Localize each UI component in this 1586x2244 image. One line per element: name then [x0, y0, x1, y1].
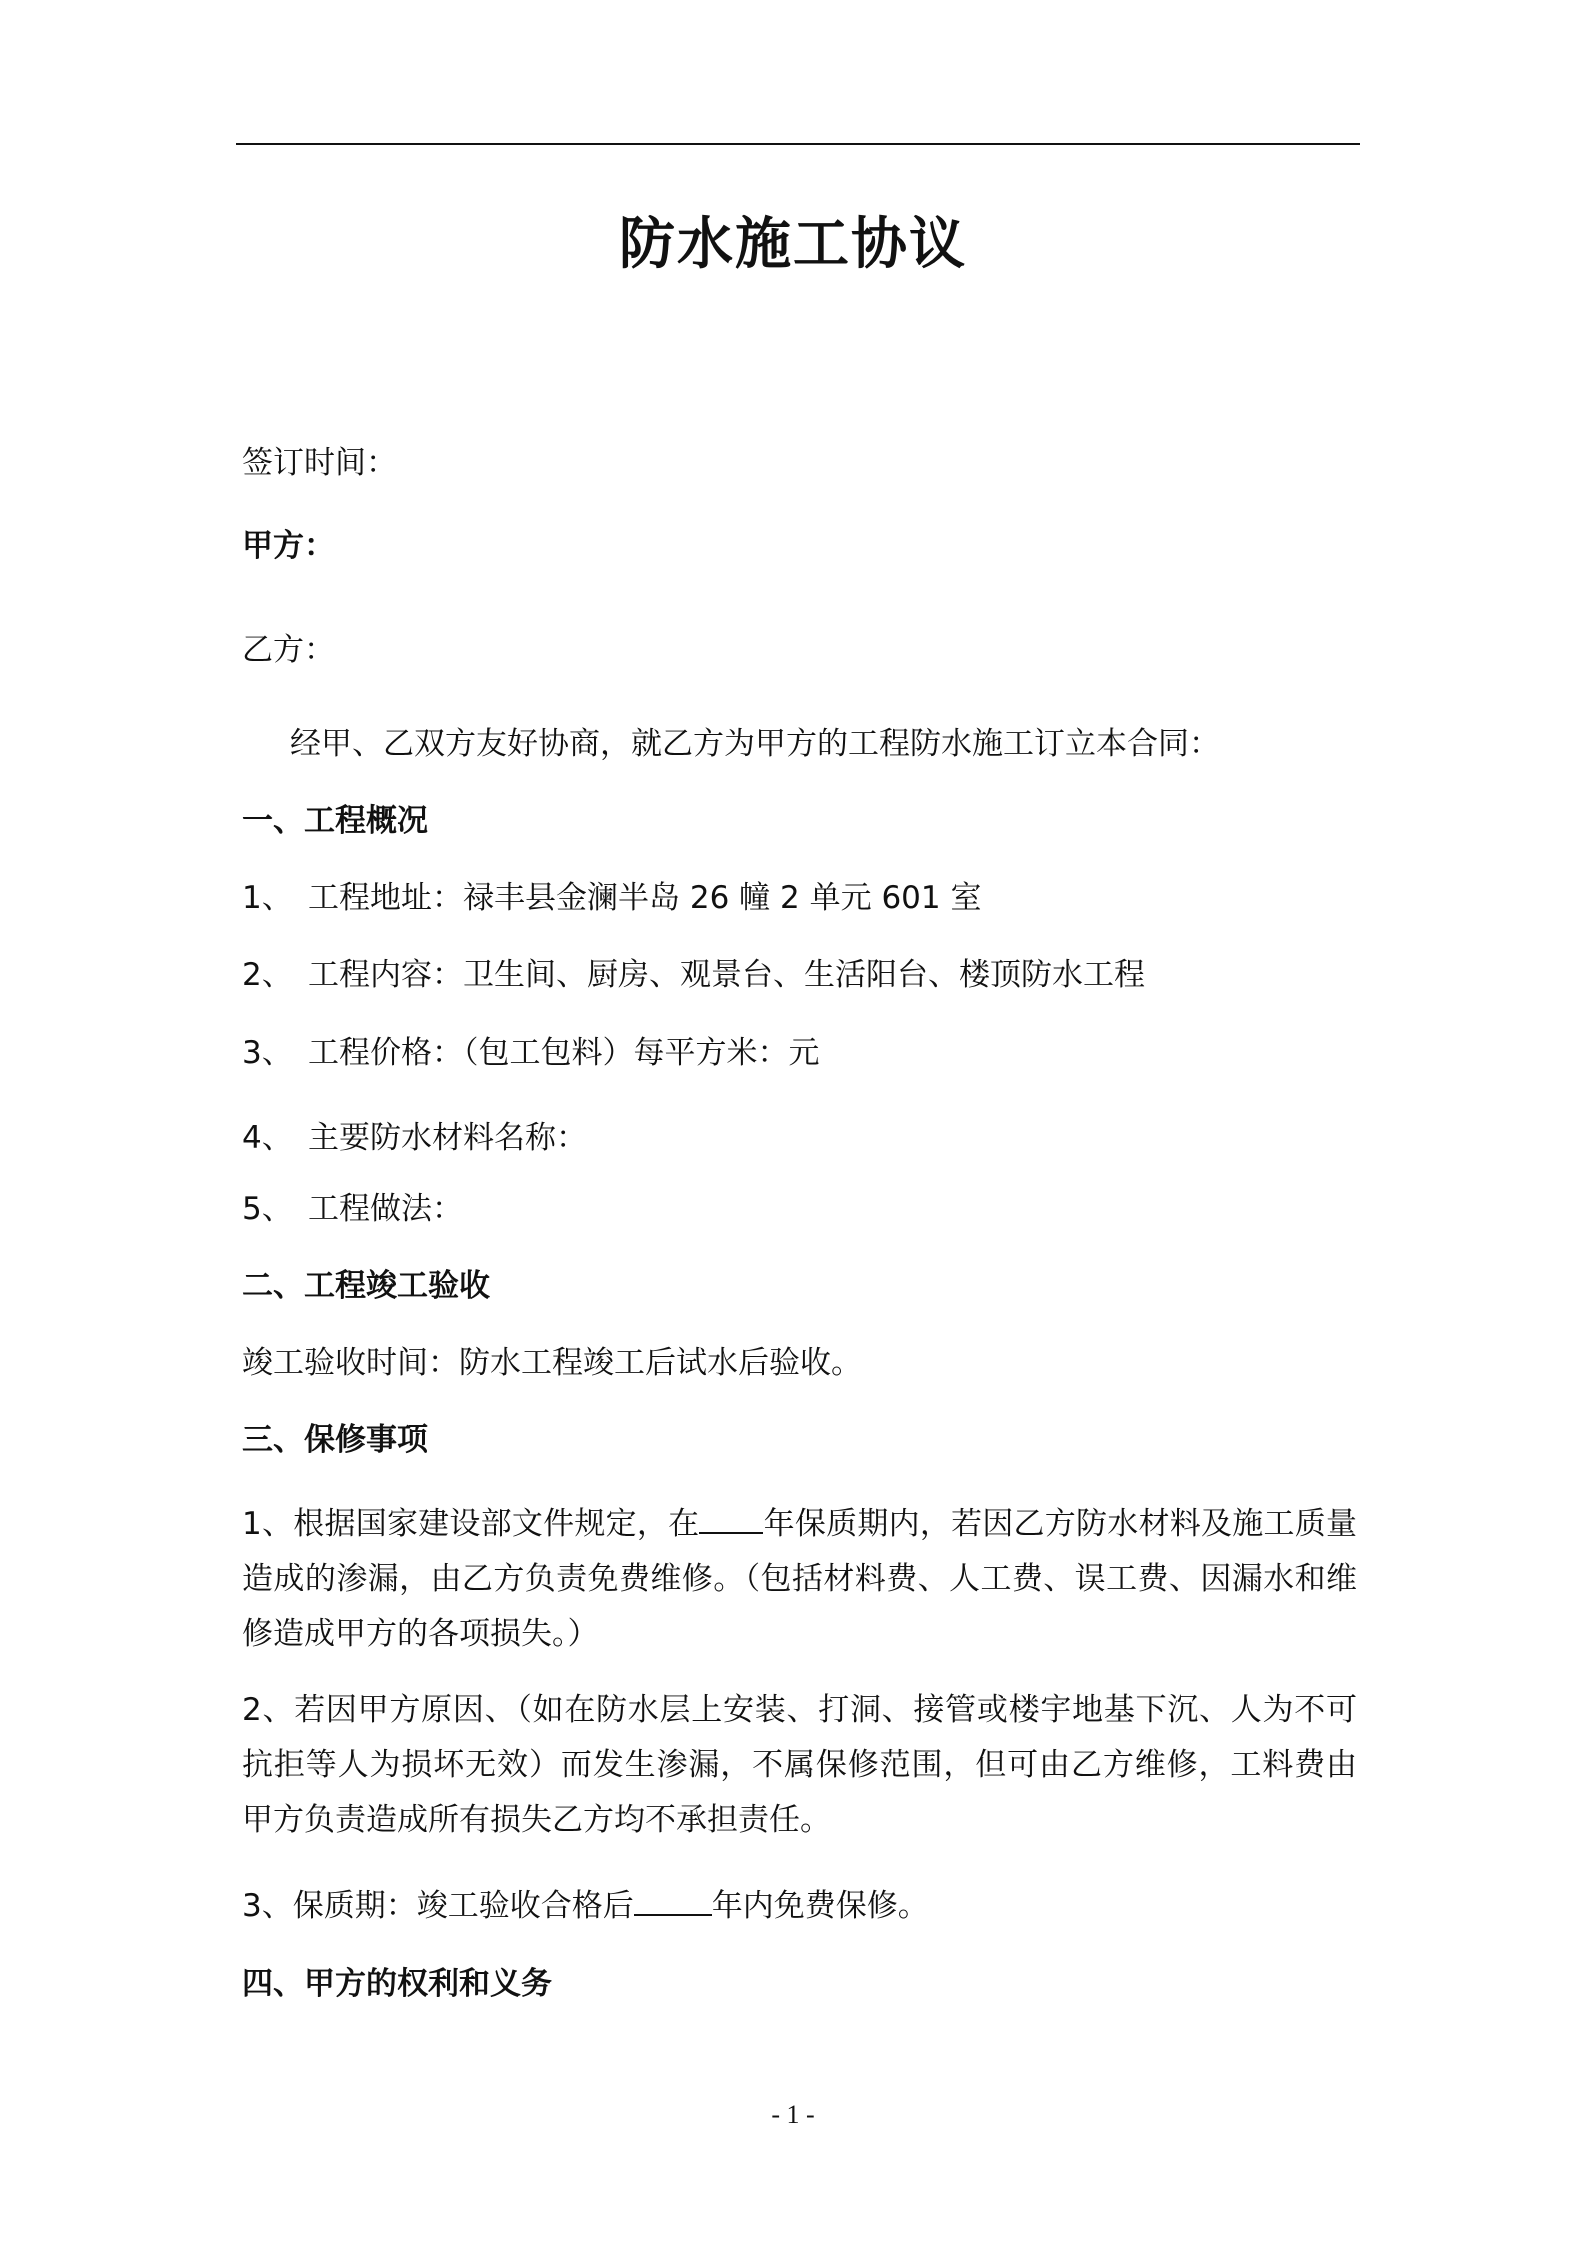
warranty-paragraph-1-text: 1、根据国家建设部文件规定，在 [242, 1506, 700, 1542]
list-item-text: 主要防水材料名称： [308, 1120, 587, 1156]
list-item-text: 工程做法： [308, 1191, 463, 1227]
list-item-number: 3、 [242, 1035, 293, 1071]
section-3-heading: 三、保修事项 [242, 1422, 428, 1458]
list-item-text: 工程价格：（包工包料）每平方米：元 [308, 1035, 820, 1071]
warranty-years-blank [699, 1502, 763, 1534]
list-item-text: 工程地址：禄丰县金澜半岛 26 幢 2 单元 601 室 [308, 880, 982, 916]
warranty-paragraph-2: 2、若因甲方原因、（如在防水层上安装、打洞、接管或楼宇地基下沉、人为不可抗拒等人为损坏无效）而发生渗漏，不属保修范围，但可由乙方维修，工料费由甲方负责造成所有损失乙方均不承担责任。 [242, 1692, 1357, 1838]
list-item-number: 5、 [242, 1191, 293, 1227]
section-2-heading: 二、工程竣工验收 [242, 1268, 490, 1304]
list-item-number: 2、 [242, 957, 293, 993]
document-title: 防水施工协议 [619, 212, 967, 277]
list-item-number: 4、 [242, 1120, 293, 1156]
list-item [242, 1116, 587, 1160]
header-rule [236, 143, 1360, 145]
list-item-text: 工程内容：卫生间、厨房、观景台、生活阳台、楼顶防水工程 [308, 957, 1145, 993]
warranty-paragraph-3-text: 年内免费保修。 [711, 1888, 929, 1924]
section-1-heading: 一、工程概况 [242, 803, 428, 839]
list-item [242, 953, 1145, 997]
list-item [242, 1187, 463, 1231]
warranty-paragraph-1 [242, 1497, 1357, 1662]
section-2-text: 竣工验收时间：防水工程竣工后试水后验收。 [242, 1345, 862, 1381]
list-item-number: 1、 [242, 880, 293, 916]
sign-time-field: 签订时间： [242, 445, 397, 481]
list-item [242, 1031, 820, 1075]
warranty-paragraph-3 [242, 1884, 929, 1928]
section-4-heading: 四、甲方的权利和义务 [242, 1966, 552, 2002]
warranty-period-blank [634, 1884, 712, 1916]
list-item [242, 876, 981, 920]
warranty-paragraph-1-text: 年保质期内，若因乙方防水材料及施工质量造成的渗漏，由乙方负责免费维修。（包括材料费、人工费、误工费、因漏水和维修造成甲方的各项损失。） [242, 1506, 1357, 1652]
page-number: - 1 - [771, 2100, 815, 2129]
intro-paragraph: 经甲、乙双方友好协商，就乙方为甲方的工程防水施工订立本合同： [290, 726, 1220, 762]
party-a-field: 甲方： [242, 528, 335, 564]
party-b-field: 乙方： [242, 632, 335, 668]
warranty-paragraph-3-text: 3、保质期：竣工验收合格后 [242, 1888, 634, 1924]
